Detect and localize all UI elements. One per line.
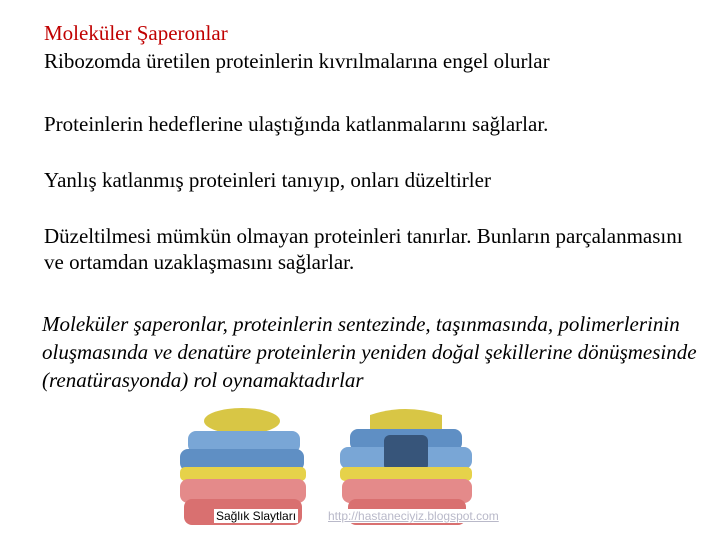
paragraph-1: Ribozomda üretilen proteinlerin kıvrılmalarına engel olurlar [44, 49, 550, 73]
left-yellow-band [180, 467, 306, 481]
slide-title: Moleküler Şaperonlar [44, 21, 228, 45]
chaperonin-right [340, 409, 472, 525]
chaperonin-left [180, 408, 306, 525]
italic-summary: Moleküler şaperonlar, proteinlerin sentezinde, taşınmasında, polimerlerinin oluşmasında ve denatüre proteinlerin yeniden doğal şekillerine dönüşmesinde (renatürasyonda) rol oynamaktadırlar [42, 312, 697, 392]
left-top-cap [204, 408, 280, 434]
paragraph-3: Yanlış katlanmış proteinleri tanıyıp, onları düzeltirler [44, 168, 491, 192]
right-cavity [384, 435, 428, 471]
paragraph-4: Düzeltilmesi mümkün olmayan proteinleri tanırlar. Bunların parçalanmasını ve ortamdan uzaklaşmasını sağlarlar. [44, 224, 683, 274]
right-yellow-band [340, 467, 472, 481]
right-top-cap [370, 409, 442, 431]
caption-link[interactable]: http://hastaneciyiz.blogspot.com [328, 509, 499, 523]
caption-left: Sağlık Slaytları [216, 509, 297, 523]
paragraph-2: Proteinlerin hedeflerine ulaştığında katlanmalarını sağlarlar. [44, 112, 549, 136]
